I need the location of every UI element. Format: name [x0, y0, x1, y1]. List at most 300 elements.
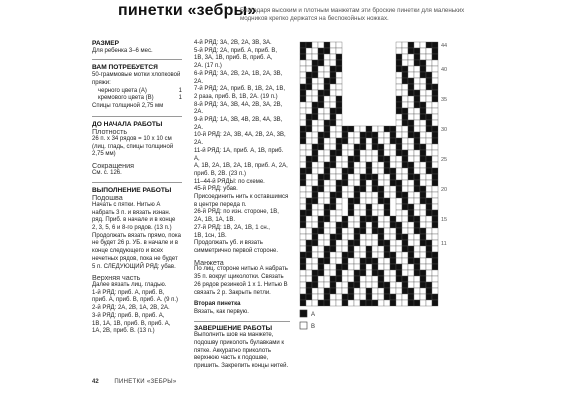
- chart-cell: [336, 300, 342, 306]
- chart-cell: [426, 288, 432, 294]
- chart-cell: [408, 126, 414, 132]
- chart-cell: [330, 156, 336, 162]
- chart-cell: [390, 270, 396, 276]
- chart-cell: [306, 90, 312, 96]
- chart-cell: [420, 186, 426, 192]
- chart-cell: [384, 204, 390, 210]
- chart-cell: [426, 84, 432, 90]
- chart-cell: [330, 258, 336, 264]
- chart-cell: [378, 300, 384, 306]
- chart-cell: [384, 252, 390, 258]
- chart-cell: [432, 300, 438, 306]
- chart-cell: [354, 216, 360, 222]
- chart-cell: [300, 168, 306, 174]
- chart-cell: [300, 138, 306, 144]
- chart-cell: [348, 126, 354, 132]
- chart-cell: [408, 144, 414, 150]
- chart-cell: [420, 156, 426, 162]
- chart-cell: [336, 186, 342, 192]
- chart-cell: [318, 234, 324, 240]
- chart-cell: [378, 180, 384, 186]
- chart-cell: [432, 162, 438, 168]
- chart-cell: [360, 264, 366, 270]
- chart-cell: [324, 294, 330, 300]
- row-number-label: 20: [441, 186, 448, 193]
- chart-cell: [420, 264, 426, 270]
- chart-cell: [336, 288, 342, 294]
- chart-cell: [414, 192, 420, 198]
- chart-cell: [354, 174, 360, 180]
- chart-cell: [366, 126, 372, 132]
- chart-cell: [318, 72, 324, 78]
- chart-cell: [426, 54, 432, 60]
- instruction-row: 11–44-й РЯДЫ: по схеме.: [194, 178, 265, 185]
- chart-cell: [396, 114, 402, 120]
- chart-cell: [420, 180, 426, 186]
- chart-cell: [420, 114, 426, 120]
- chart-cell: [324, 78, 330, 84]
- chart-cell: [390, 294, 396, 300]
- chart-cell: [390, 276, 396, 282]
- chart-cell: [348, 144, 354, 150]
- chart-cell: [366, 198, 372, 204]
- chart-cell: [312, 96, 318, 102]
- chart-cell: [312, 90, 318, 96]
- chart-cell: [306, 168, 312, 174]
- chart-cell: [318, 276, 324, 282]
- chart-cell: [378, 270, 384, 276]
- chart-cell: [408, 228, 414, 234]
- chart-cell: [432, 66, 438, 72]
- chart-cell: [420, 84, 426, 90]
- instruction-row: Продолжать уб. и вязать симметрично первой стороне.: [194, 240, 279, 254]
- chart-cell: [360, 186, 366, 192]
- chart-cell: [330, 108, 336, 114]
- chart-cell: [336, 48, 342, 54]
- chart-cell: [396, 102, 402, 108]
- row-number-label: 44: [441, 42, 448, 49]
- chart-cell: [312, 120, 318, 126]
- chart-cell: [312, 126, 318, 132]
- chart-cell: [324, 66, 330, 72]
- chart-cell: [402, 258, 408, 264]
- chart-cell: [408, 180, 414, 186]
- chart-cell: [372, 300, 378, 306]
- chart-cell: [402, 234, 408, 240]
- chart-cell: [342, 264, 348, 270]
- chart-cell: [342, 300, 348, 306]
- chart-cell: [318, 228, 324, 234]
- chart-cell: [396, 216, 402, 222]
- chart-cell: [414, 84, 420, 90]
- chart-cell: [318, 90, 324, 96]
- chart-cell: [384, 210, 390, 216]
- chart-cell: [366, 234, 372, 240]
- chart-cell: [336, 150, 342, 156]
- chart-cell: [342, 222, 348, 228]
- chart-cell: [426, 156, 432, 162]
- chart-cell: [342, 228, 348, 234]
- chart-cell: [306, 150, 312, 156]
- chart-cell: [330, 54, 336, 60]
- chart-cell: [432, 294, 438, 300]
- chart-cell: [420, 276, 426, 282]
- chart-cell: [306, 276, 312, 282]
- chart-cell: [300, 60, 306, 66]
- chart-cell: [372, 210, 378, 216]
- chart-cell: [330, 138, 336, 144]
- chart-cell: [360, 204, 366, 210]
- instruction-row: 27-й РЯД: 1В, 2А, 1В, 1 сн.,: [194, 224, 270, 231]
- chart-cell: [336, 210, 342, 216]
- chart-cell: [354, 192, 360, 198]
- chart-cell: [420, 228, 426, 234]
- chart-cell: [354, 258, 360, 264]
- chart-cell: [318, 216, 324, 222]
- chart-cell: [414, 120, 420, 126]
- chart-cell: [360, 276, 366, 282]
- chart-cell: [312, 252, 318, 258]
- chart-cell: [378, 264, 384, 270]
- chart-cell: [372, 204, 378, 210]
- chart-cell: [414, 150, 420, 156]
- chart-cell: [324, 240, 330, 246]
- chart-cell: [354, 246, 360, 252]
- legend-swatch: [300, 310, 307, 317]
- chart-cell: [342, 276, 348, 282]
- chart-cell: [402, 54, 408, 60]
- chart-cell: [372, 222, 378, 228]
- chart-cell: [426, 258, 432, 264]
- chart-cell: [384, 150, 390, 156]
- chart-cell: [414, 204, 420, 210]
- chart-cell: [342, 138, 348, 144]
- chart-cell: [396, 186, 402, 192]
- chart-cell: [414, 54, 420, 60]
- chart-cell: [432, 240, 438, 246]
- finish-heading: ЗАВЕРШЕНИЕ РАБОТЫ: [194, 324, 273, 332]
- chart-cell: [300, 48, 306, 54]
- chart-cell: [360, 270, 366, 276]
- chart-cell: [426, 174, 432, 180]
- divider: [92, 116, 182, 117]
- chart-cell: [330, 264, 336, 270]
- chart-cell: [336, 162, 342, 168]
- chart-cell: [318, 48, 324, 54]
- chart-cell: [300, 264, 306, 270]
- chart-cell: [336, 204, 342, 210]
- chart-cell: [390, 264, 396, 270]
- chart-cell: [366, 144, 372, 150]
- chart-cell: [396, 252, 402, 258]
- chart-cell: [318, 144, 324, 150]
- chart-cell: [312, 156, 318, 162]
- chart-cell: [420, 144, 426, 150]
- chart-cell: [318, 186, 324, 192]
- chart-cell: [342, 186, 348, 192]
- chart-cell: [306, 114, 312, 120]
- chart-cell: [378, 168, 384, 174]
- chart-cell: [348, 222, 354, 228]
- legend-label: В: [311, 324, 316, 330]
- chart-cell: [306, 180, 312, 186]
- chart-cell: [330, 174, 336, 180]
- chart-cell: [408, 120, 414, 126]
- chart-cell: [396, 270, 402, 276]
- abbr-subheading: Сокращения: [92, 161, 135, 171]
- chart-cell: [336, 174, 342, 180]
- abbr-text: См. с. 126.: [92, 169, 122, 176]
- chart-cell: [372, 150, 378, 156]
- size-text: Для ребенка 3–6 мес.: [92, 47, 153, 54]
- chart-cell: [420, 222, 426, 228]
- chart-cell: [300, 114, 306, 120]
- chart-cell: [306, 126, 312, 132]
- chart-cell: [378, 156, 384, 162]
- chart-cell: [384, 282, 390, 288]
- material-qty: 1: [178, 95, 182, 102]
- chart-cell: [330, 90, 336, 96]
- chart-cell: [414, 102, 420, 108]
- chart-cell: [414, 198, 420, 204]
- chart-cell: [336, 66, 342, 72]
- chart-cell: [318, 54, 324, 60]
- chart-cell: [342, 162, 348, 168]
- chart-cell: [324, 276, 330, 282]
- chart-cell: [390, 252, 396, 258]
- chart-cell: [306, 48, 312, 54]
- chart-cell: [366, 276, 372, 282]
- chart-cell: [408, 54, 414, 60]
- chart-cell: [312, 234, 318, 240]
- chart-cell: [354, 168, 360, 174]
- chart-cell: [324, 234, 330, 240]
- chart-cell: [408, 264, 414, 270]
- chart-cell: [372, 180, 378, 186]
- chart-cell: [312, 72, 318, 78]
- chart-cell: [396, 72, 402, 78]
- chart-cell: [324, 138, 330, 144]
- chart-cell: [432, 246, 438, 252]
- chart-cell: [360, 252, 366, 258]
- chart-cell: [324, 120, 330, 126]
- chart-cell: [420, 210, 426, 216]
- chart-cell: [384, 270, 390, 276]
- chart-cell: [420, 162, 426, 168]
- chart-cell: [372, 270, 378, 276]
- chart-cell: [354, 276, 360, 282]
- chart-cell: [330, 102, 336, 108]
- chart-cell: [312, 294, 318, 300]
- chart-cell: [306, 258, 312, 264]
- chart-cell: [336, 96, 342, 102]
- instruction-row: 8-й РЯД: 3А, 3В, 4А, 2В, 3А, 2В, 2А.: [194, 101, 283, 116]
- chart-cell: [390, 222, 396, 228]
- chart-cell: [408, 42, 414, 48]
- chart-cell: [330, 66, 336, 72]
- chart-cell: [414, 162, 420, 168]
- chart-cell: [378, 204, 384, 210]
- chart-cell: [432, 60, 438, 66]
- chart-cell: [354, 270, 360, 276]
- chart-cell: [372, 264, 378, 270]
- chart-cell: [396, 90, 402, 96]
- chart-cell: [318, 198, 324, 204]
- chart-cell: [342, 258, 348, 264]
- chart-cell: [318, 96, 324, 102]
- chart-cell: [336, 276, 342, 282]
- chart-cell: [414, 234, 420, 240]
- chart-cell: [366, 240, 372, 246]
- chart-cell: [396, 96, 402, 102]
- chart-cell: [300, 258, 306, 264]
- chart-cell: [366, 222, 372, 228]
- chart-cell: [402, 144, 408, 150]
- chart-cell: [336, 90, 342, 96]
- chart-cell: [390, 234, 396, 240]
- chart-cell: [306, 72, 312, 78]
- chart-cell: [396, 198, 402, 204]
- chart-cell: [402, 114, 408, 120]
- chart-cell: [426, 162, 432, 168]
- chart-cell: [312, 300, 318, 306]
- chart-cell: [306, 300, 312, 306]
- chart-cell: [378, 252, 384, 258]
- chart-cell: [336, 156, 342, 162]
- chart-cell: [402, 300, 408, 306]
- chart-cell: [378, 288, 384, 294]
- chart-cell: [426, 102, 432, 108]
- chart-cell: [432, 234, 438, 240]
- chart-cell: [432, 126, 438, 132]
- chart-cell: [414, 300, 420, 306]
- chart-cell: [390, 246, 396, 252]
- chart-cell: [312, 288, 318, 294]
- work-heading: ВЫПОЛНЕНИЕ РАБОТЫ: [92, 186, 172, 194]
- chart-cell: [396, 84, 402, 90]
- chart-cell: [318, 162, 324, 168]
- chart-cell: [312, 258, 318, 264]
- chart-cell: [330, 126, 336, 132]
- chart-cell: [414, 174, 420, 180]
- chart-cell: [390, 192, 396, 198]
- running-title: ПИНЕТКИ «ЗЕБРЫ»: [114, 379, 177, 385]
- chart-cell: [426, 294, 432, 300]
- chart-cell: [420, 198, 426, 204]
- instruction-row: 1А, 2В, приб. В. (13 п.): [92, 328, 155, 335]
- chart-cell: [414, 222, 420, 228]
- chart-cell: [372, 294, 378, 300]
- chart-cell: [402, 150, 408, 156]
- chart-cell: [384, 198, 390, 204]
- chart-cell: [336, 180, 342, 186]
- instruction-row: 9-й РЯД: 1А, 3В, 4В, 2В, 4А, 3В, 2А.: [194, 117, 283, 131]
- chart-cell: [402, 222, 408, 228]
- chart-cell: [414, 138, 420, 144]
- chart-cell: [420, 282, 426, 288]
- row-number-label: 11: [441, 240, 447, 247]
- chart-cell: [336, 120, 342, 126]
- chart-cell: [408, 276, 414, 282]
- chart-cell: [324, 150, 330, 156]
- chart-cell: [354, 282, 360, 288]
- chart-cell: [414, 108, 420, 114]
- chart-cell: [312, 168, 318, 174]
- finish-text: Выполнить шов на манжете, подошву приколоть булавками к пятке. Аккуратно приколоть верхнюю часть к подошве, пришить. Закрепить концы нитей.: [194, 332, 289, 370]
- chart-cell: [300, 192, 306, 198]
- chart-cell: [360, 156, 366, 162]
- chart-cell: [396, 300, 402, 306]
- chart-cell: [336, 138, 342, 144]
- chart-cell: [390, 216, 396, 222]
- chart-cell: [342, 174, 348, 180]
- chart-cell: [300, 246, 306, 252]
- chart-cell: [414, 240, 420, 246]
- chart-cell: [396, 126, 402, 132]
- chart-cell: [426, 132, 432, 138]
- chart-cell: [324, 252, 330, 258]
- chart-cell: [306, 54, 312, 60]
- chart-cell: [402, 240, 408, 246]
- chart-cell: [306, 84, 312, 90]
- chart-cell: [378, 294, 384, 300]
- chart-cell: [378, 234, 384, 240]
- chart-cell: [432, 180, 438, 186]
- chart-cell: [378, 258, 384, 264]
- chart-cell: [408, 78, 414, 84]
- chart-cell: [330, 300, 336, 306]
- chart-cell: [414, 252, 420, 258]
- chart-cell: [360, 216, 366, 222]
- chart-cell: [408, 66, 414, 72]
- chart-cell: [318, 270, 324, 276]
- chart-cell: [402, 216, 408, 222]
- chart-cell: [432, 78, 438, 84]
- chart-cell: [348, 180, 354, 186]
- chart-cell: [414, 42, 420, 48]
- chart-cell: [402, 108, 408, 114]
- chart-cell: [300, 282, 306, 288]
- chart-cell: [432, 54, 438, 60]
- chart-cell: [414, 114, 420, 120]
- chart-cell: [336, 252, 342, 258]
- chart-cell: [348, 234, 354, 240]
- middle-column: [194, 40, 290, 371]
- chart-cell: [402, 168, 408, 174]
- chart-cell: [432, 42, 438, 48]
- chart-cell: [312, 198, 318, 204]
- chart-cell: [408, 114, 414, 120]
- chart-cell: [420, 66, 426, 72]
- chart-cell: [348, 162, 354, 168]
- chart-cell: [330, 84, 336, 90]
- chart-cell: [312, 216, 318, 222]
- chart-cell: [306, 78, 312, 84]
- chart-cell: [396, 156, 402, 162]
- chart-cell: [306, 288, 312, 294]
- chart-cell: [306, 222, 312, 228]
- chart-cell: [378, 162, 384, 168]
- chart-cell: [432, 156, 438, 162]
- chart-cell: [402, 42, 408, 48]
- chart-cell: [372, 138, 378, 144]
- chart-cell: [390, 126, 396, 132]
- chart-cell: [414, 72, 420, 78]
- chart-cell: [312, 138, 318, 144]
- chart-cell: [300, 144, 306, 150]
- chart-cell: [366, 258, 372, 264]
- chart-cell: [336, 192, 342, 198]
